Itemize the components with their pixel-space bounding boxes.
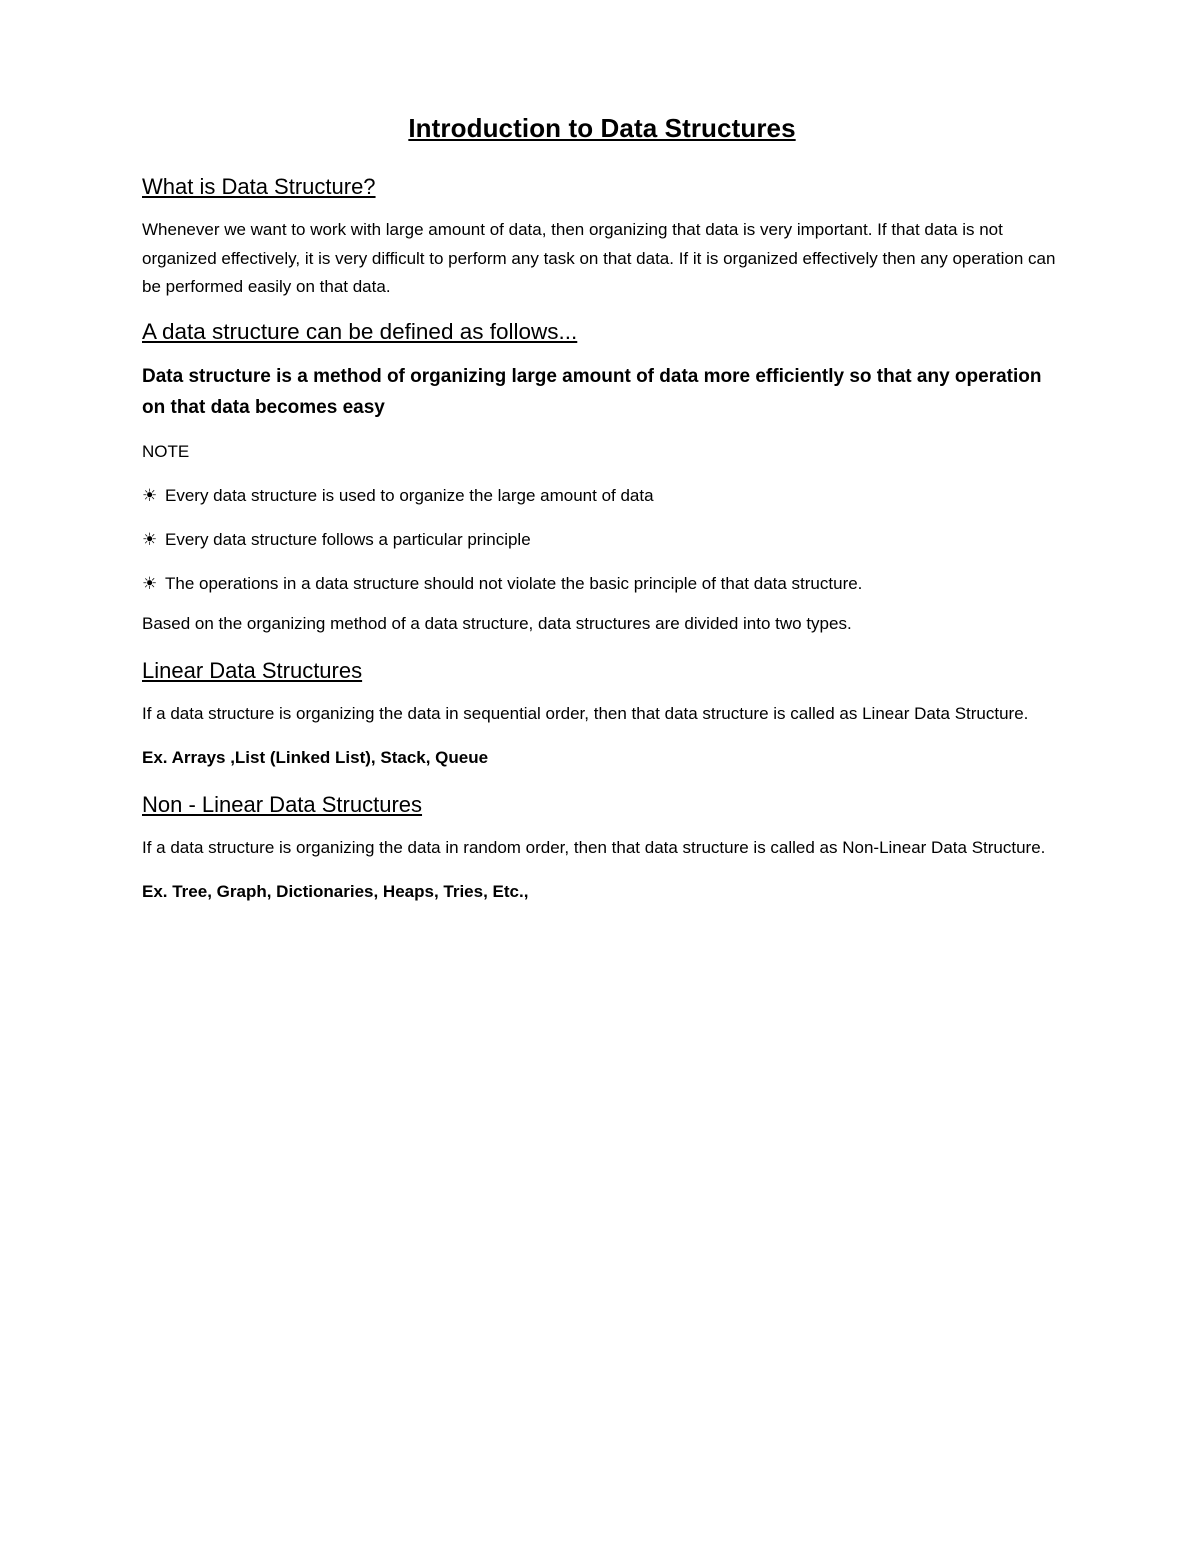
types-intro-text: Based on the organizing method of a data structure, data structures are divided into two types. — [142, 613, 852, 633]
note-bullet-text: The operations in a data structure should not violate the basic principle of that data structure. — [165, 573, 863, 593]
note-bullet-item — [142, 526, 1062, 554]
heading-what-is-data-structure: What is Data Structure? — [142, 174, 376, 199]
note-bullet-item — [142, 482, 1062, 510]
document-title: Introduction to Data Structures — [408, 113, 796, 143]
definition-text: Data structure is a method of organizing large amount of data more efficiently so that any operation on that data becomes easy — [142, 365, 1042, 418]
sun-bullet-icon: ☀ — [142, 573, 158, 593]
paragraph-nonlinear-data-structures: If a data structure is organizing the data in random order, then that data structure is called as Non-Linear Data Structure. — [142, 838, 1046, 857]
heading-nonlinear-data-structures: Non - Linear Data Structures — [142, 792, 423, 817]
linear-examples: Ex. Arrays ,List (Linked List), Stack, Queue — [142, 747, 489, 767]
sun-bullet-icon: ☀ — [142, 529, 158, 549]
sun-bullet-icon: ☀ — [142, 485, 158, 505]
note-bullet-text: Every data structure follows a particular principle — [165, 529, 531, 549]
heading-definition: A data structure can be defined as follows... — [142, 318, 578, 344]
nonlinear-examples: Ex. Tree, Graph, Dictionaries, Heaps, Tries, Etc., — [142, 881, 529, 901]
note-bullet-text: Every data structure is used to organize the large amount of data — [165, 485, 654, 505]
paragraph-what-is-data-structure: Whenever we want to work with large amount of data, then organizing that data is very important. If that data is not organized effectively, it is very difficult to perform any task on that data. If it is organized effectively then any operation can be performed easily on that data. — [142, 220, 1056, 296]
document-content — [142, 110, 1062, 921]
note-label: NOTE — [142, 441, 190, 461]
heading-linear-data-structures: Linear Data Structures — [142, 658, 363, 683]
note-bullet-item — [142, 570, 1062, 598]
paragraph-linear-data-structures: If a data structure is organizing the data in sequential order, then that data structure is called as Linear Data Structure. — [142, 704, 1029, 723]
